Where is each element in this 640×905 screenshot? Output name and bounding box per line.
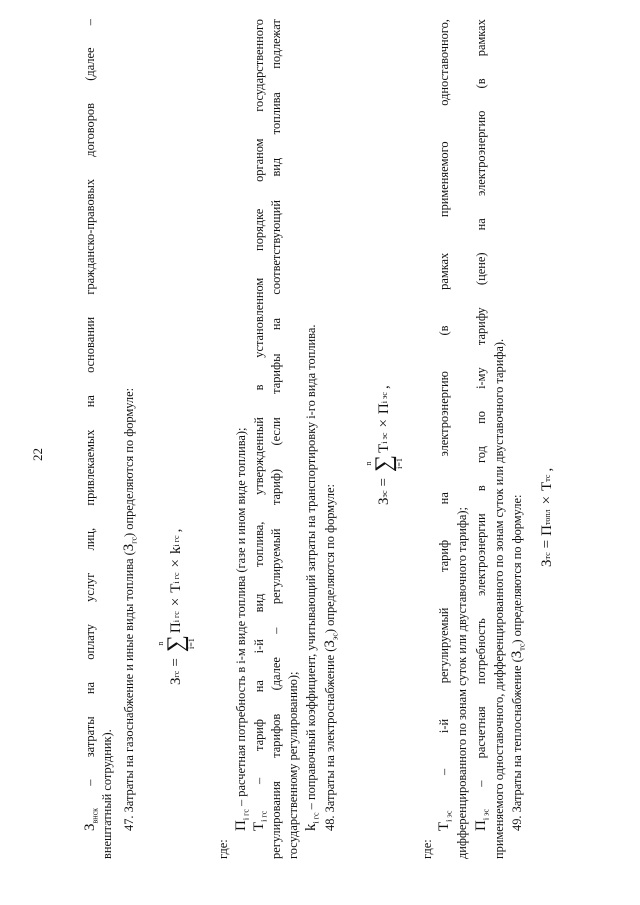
word: (в — [437, 325, 451, 336]
word: на — [437, 492, 451, 505]
definition-t-gs-line2 — [269, 19, 284, 859]
definition-p-es-line2: применяемого одноставочного, дифференцированного по зонам суток или двуставочного тарифа). — [492, 338, 506, 859]
word: гражданско-правовых — [83, 178, 97, 295]
word: – — [437, 768, 451, 775]
definition-t-es-line1 — [437, 19, 456, 831]
word: потребность — [474, 618, 488, 685]
paragraph-external-staff-line2: внештатный сотрудник). — [100, 729, 114, 859]
word: топлива — [269, 92, 283, 135]
word: – — [252, 777, 266, 784]
definition-t-gs-line3: государственному регулированию); — [286, 671, 300, 859]
word: электроэнергию — [437, 371, 451, 457]
word: рамках — [437, 252, 451, 290]
word: тариф — [252, 719, 266, 751]
formula-47: З гс = n ∑ i=1 П i гс × Т i гс × k i гс , — [156, 528, 196, 685]
word: договоров — [83, 103, 97, 157]
word: – — [83, 779, 97, 786]
word: в — [252, 384, 266, 391]
clause-47-heading: 47. Затраты на газоснабжение и иные виды топлива $(З_{гс})$ определяются по формуле: — [121, 387, 139, 831]
sum-symbol: n ∑ i=1 — [364, 454, 404, 473]
word: в — [474, 485, 488, 492]
formula-49: З тс = П топл × Т тс , — [539, 467, 555, 567]
word: тарифу — [474, 307, 488, 346]
word: i-й — [437, 718, 451, 734]
word: – — [83, 19, 97, 26]
definition-t-es-line2: дифференцированного по зонам суток или двуставочного тарифа); — [455, 506, 469, 859]
term-symbol: $Т_{i эс}$ — [436, 810, 454, 831]
definition-p-gs: $П_{i гс}$ – расчетная потребность в i-м виде топлива (газе и ином виде топлива); — [233, 427, 251, 831]
word: год — [474, 446, 488, 464]
page-number: 22 — [30, 448, 45, 461]
word: i-му — [474, 367, 488, 389]
word: на — [252, 680, 266, 693]
word: тарифов — [269, 713, 283, 758]
word: на — [83, 395, 97, 408]
word: установленном — [252, 277, 266, 358]
term-symbol: $З_{внск}$ — [82, 807, 100, 831]
word: органом — [252, 138, 266, 182]
term-symbol: $Т_{i гс}$ — [251, 810, 269, 831]
word: (далее — [83, 47, 97, 81]
word: вид — [269, 157, 283, 177]
word: утвержденный — [252, 417, 266, 495]
clause-48-heading: 48. Затраты на электроснабжение $(З_{эс})$ определяются по формуле: — [322, 484, 340, 831]
word: одноставочного, — [437, 19, 451, 106]
word: лиц, — [83, 527, 97, 551]
word: услуг — [83, 572, 97, 602]
word: на — [83, 682, 97, 695]
word: вид — [252, 593, 266, 613]
word: применяемого — [437, 141, 451, 218]
paragraph-external-staff-line1 — [83, 19, 102, 831]
word: – — [474, 780, 488, 787]
word: рамках — [474, 19, 488, 57]
where-label-2: где: — [420, 839, 434, 859]
word: по — [474, 411, 488, 424]
word: регулирования — [269, 781, 283, 859]
word: оплату — [83, 624, 97, 660]
word: порядке — [252, 208, 266, 251]
word: электроэнергию — [474, 110, 488, 196]
word: (цене) — [474, 252, 488, 286]
term-symbol: $П_{i эс}$ — [473, 808, 491, 831]
word: затраты — [83, 716, 97, 758]
word: расчетная — [474, 706, 488, 759]
word: тарифы — [269, 353, 283, 394]
word: привлекаемых — [83, 429, 97, 506]
word: соответствующий — [269, 199, 283, 295]
word: (в — [474, 78, 488, 89]
word: основании — [83, 316, 97, 373]
definition-k-gs: $k_{i гс}$ – поправочный коэффициент, учитывающий затраты на транспортировку i-го вида топлива. — [303, 324, 321, 831]
word: тариф — [437, 539, 451, 572]
word: государственного — [252, 19, 266, 112]
word: регулируемый — [437, 607, 451, 684]
word: на — [269, 318, 283, 331]
where-label-1: где: — [216, 839, 230, 859]
word: тариф) — [269, 468, 283, 506]
word: (если — [269, 417, 283, 446]
word: на — [474, 218, 488, 231]
word: подлежат — [269, 19, 283, 69]
sum-symbol: n ∑ i=1 — [156, 635, 196, 653]
word: регулируемый — [269, 528, 283, 605]
word: – — [269, 627, 283, 634]
word: i-й — [252, 639, 266, 654]
word: топлива, — [252, 521, 266, 567]
word: (далее — [269, 657, 283, 691]
definition-p-es-line1 — [474, 19, 493, 831]
formula-48: З эс = n ∑ i=1 Т i эс × П i эс , — [364, 385, 404, 505]
word: электроэнергии — [474, 513, 488, 597]
clause-49-heading: 49. Затраты на теплоснабжение $(З_{тс})$ определяются по формуле: — [509, 494, 527, 831]
